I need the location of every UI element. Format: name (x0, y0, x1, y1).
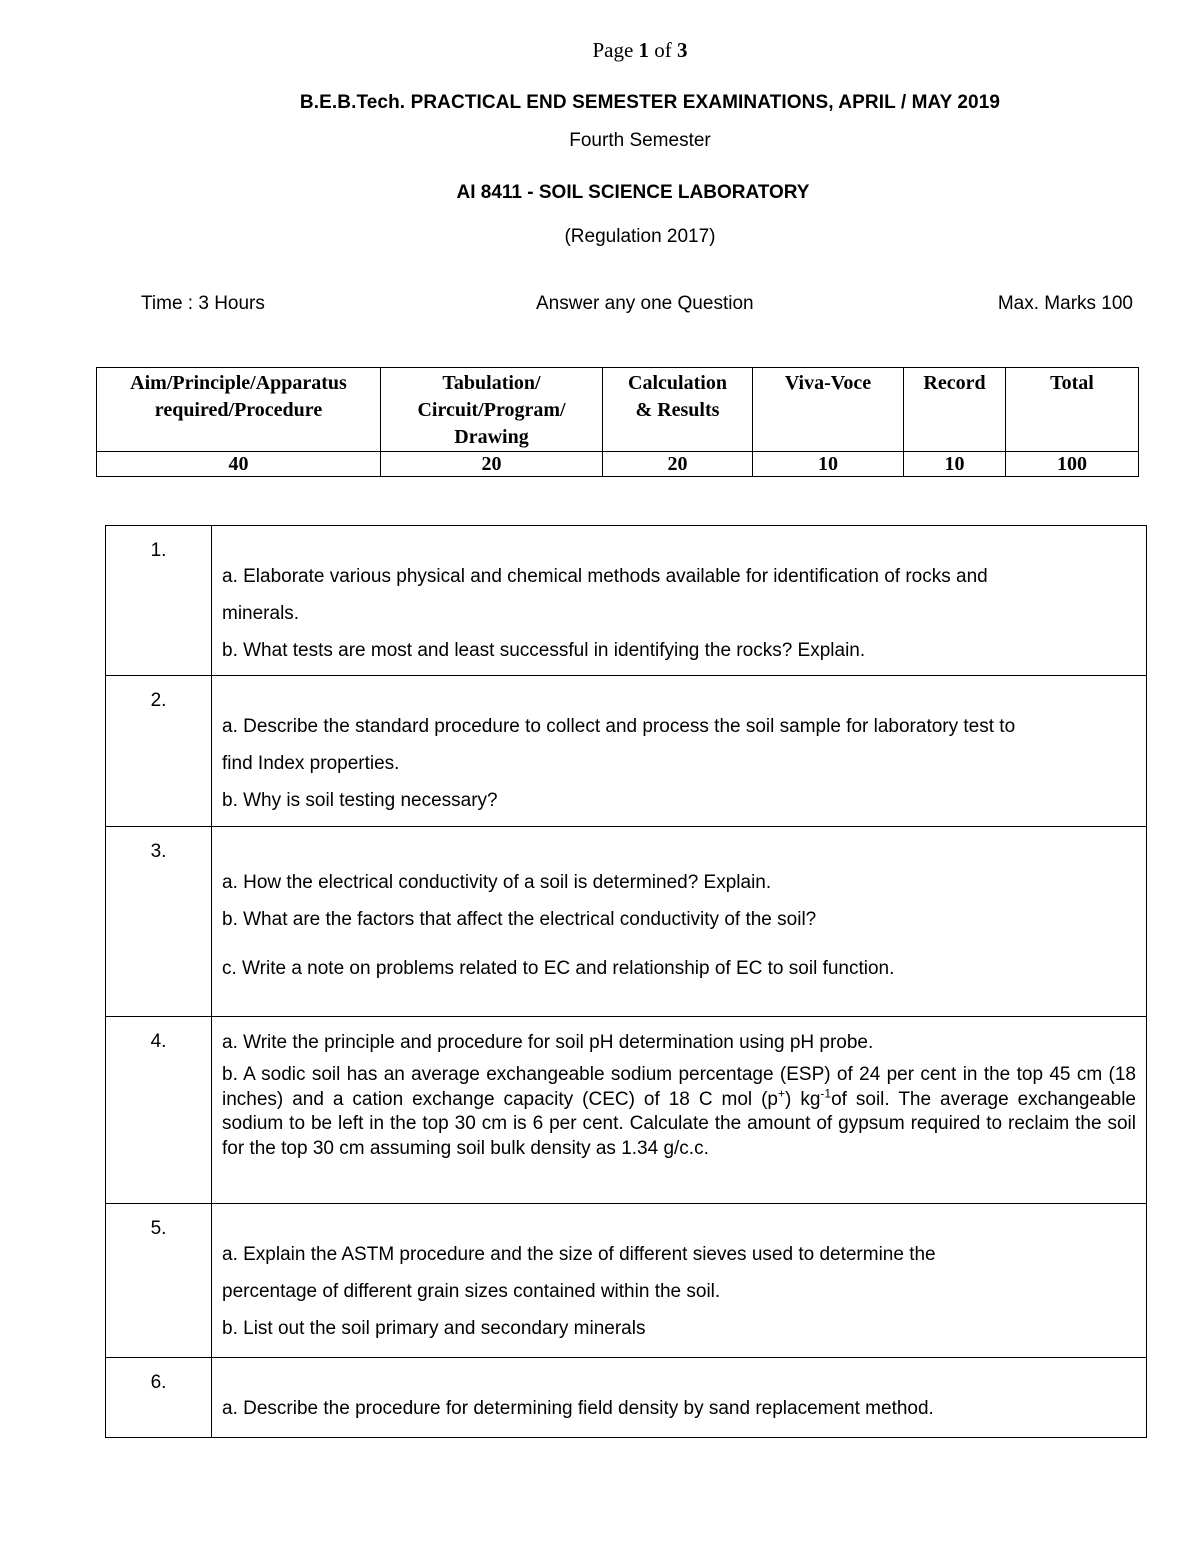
marks-value: 40 (97, 452, 381, 477)
page-current: 1 (638, 38, 650, 62)
page-prefix: Page (592, 38, 634, 62)
exam-title: B.E.B.Tech. PRACTICAL END SEMESTER EXAMINATIONS, APRIL / MAY 2019 (299, 92, 1001, 113)
question-row (106, 1358, 1147, 1438)
semester: Fourth Semester (569, 130, 711, 151)
marks-value: 10 (904, 452, 1006, 477)
exam-instruction: Answer any one Question (536, 293, 754, 314)
question-number: 2. (106, 676, 212, 827)
question-row (106, 1017, 1147, 1204)
question-number: 3. (106, 827, 212, 1017)
question-4b: b. A sodic soil has an average exchangeable sodium percentage (ESP) of 24 per cent in the top 45 cm (18 inches) and a cation exchange capacity (CEC) of 18 C mol (p+) $kg^{-1}of$ soil. The average exchangeable sodium to be left in the top 30 cm is 6 per cent. Calculate the amount of gypsum required to reclaim the soil for the top 30 cm assuming soil bulk density as 1.34 g/c.c. (222, 1064, 1136, 1159)
question-text: a. Describe the procedure for determining field density by sand replacement method. (212, 1358, 1147, 1438)
marks-header-row (97, 368, 1139, 452)
page-of: of (654, 38, 672, 62)
header-total: Total (1006, 368, 1139, 452)
exam-info-row (141, 293, 1133, 319)
marks-values-row (97, 452, 1139, 477)
header-tabulation: Tabulation/ Circuit/Program/ Drawing (381, 368, 603, 452)
marks-value: 100 (1006, 452, 1139, 477)
marks-distribution-table (96, 367, 1139, 477)
regulation: (Regulation 2017) (564, 226, 716, 247)
question-row (106, 526, 1147, 676)
header-calculation: Calculation & Results (603, 368, 753, 452)
header-procedure: Aim/Principle/Apparatus required/Procedure (97, 368, 381, 452)
question-text: a. Describe the standard procedure to collect and process the soil sample for laboratory test to find Index properties. b. Why is soil testing necessary? (212, 676, 1147, 827)
question-text: a. Explain the ASTM procedure and the size of different sieves used to determine the percentage of different grain sizes contained within the soil. b. List out the soil primary and secondary minerals (212, 1204, 1147, 1358)
question-text: a. Elaborate various physical and chemical methods available for identification of rocks and minerals. b. What tests are most and least successful in identifying the rocks? Explain. (212, 526, 1147, 676)
marks-value: 20 (603, 452, 753, 477)
header-record: Record (904, 368, 1006, 452)
questions-table (105, 525, 1147, 1438)
page-total: 3 (677, 38, 688, 62)
exam-duration: Time : 3 Hours (141, 293, 265, 314)
course-title: AI 8411 - SOIL SCIENCE LABORATORY (456, 182, 810, 203)
marks-value: 10 (753, 452, 904, 477)
question-number: 1. (106, 526, 212, 676)
question-row (106, 827, 1147, 1017)
question-number: 6. (106, 1358, 212, 1438)
question-number: 4. (106, 1017, 212, 1204)
max-marks: Max. Marks 100 (997, 293, 1133, 314)
page-number (0, 38, 1200, 63)
question-row (106, 1204, 1147, 1358)
question-text: a. Write the principle and procedure for soil pH determination using pH probe. b. A sodic soil has an average exchangeable sodium percentage (ESP) of 24 per cent in the top 45 cm (18 inches) and a cation exchange capacity (CEC) of 18 C mol (p+) $kg^{-1}of$ soil. The average exchangeable sodium to be left in the top 30 cm is 6 per cent. Calculate the amount of gypsum required to reclaim the soil for the top 30 cm assuming soil bulk density as 1.34 g/c.c. (212, 1017, 1147, 1204)
question-text: a. How the electrical conductivity of a soil is determined? Explain. b. What are the factors that affect the electrical conductivity of the soil? c. Write a note on problems related to EC and relationship of EC to soil function. (212, 827, 1147, 1017)
question-number: 5. (106, 1204, 212, 1358)
header-viva-voce: Viva-Voce (753, 368, 904, 452)
marks-value: 20 (381, 452, 603, 477)
question-row (106, 676, 1147, 827)
